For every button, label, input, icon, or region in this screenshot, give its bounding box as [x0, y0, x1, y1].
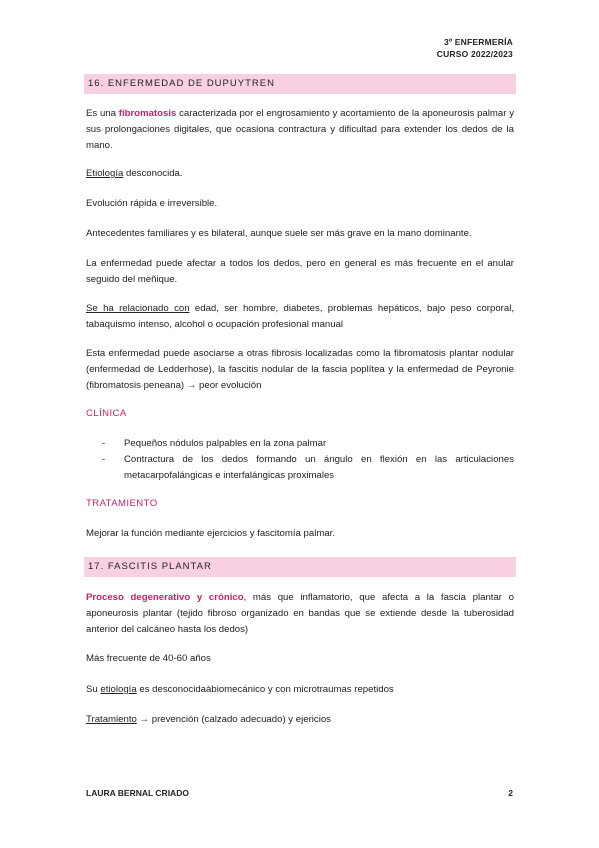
etiologia-17-paragraph: [86, 682, 514, 698]
intro-prefix: Es una: [86, 108, 119, 119]
header-course-period: CURSO 2022/2023: [436, 49, 513, 59]
tratamiento-label: Tratamiento: [86, 714, 137, 725]
tratamiento-heading: TRATAMIENTO: [86, 498, 158, 509]
list-bullet: -: [102, 454, 106, 465]
etiologia-label: etiología: [100, 684, 137, 695]
term-proceso-degenerativo: Proceso degenerativo y crónico: [86, 592, 244, 603]
section-16-title: 16. ENFERMEDAD DE DUPUYTREN: [88, 78, 275, 89]
clinica-item-text: Contractura de los dedos formando un ángulo en flexión en las articulaciones metacarpofalángicas e interfalángicas proximales: [124, 454, 514, 481]
evolucion-paragraph: Evolución rápida e irreversible.: [86, 198, 218, 209]
list-bullet: -: [102, 438, 106, 449]
etiologia-prefix: Su: [86, 684, 101, 695]
dedos-paragraph: La enfermedad puede afectar a todos los dedos, pero en general es más frecuente en el anular seguido del meñique.: [86, 258, 514, 285]
relacion-paragraph: [86, 301, 514, 333]
section-16-intro: [86, 106, 514, 154]
etiologia-text: es desconocidaàbiomecánico y con microtraumas repetidos: [136, 684, 394, 695]
intro-text: , más que inflamatorio, que afecta a la fascia plantar o aponeurosis plantar (tejido fibroso organizado en bandas que se extiende desde la tuberosidad anterior del calcáneo hasta los dedos): [86, 592, 514, 635]
term-fibromatosis: fibromatosis: [118, 108, 177, 119]
relacion-text: edad, ser hombre, diabetes, problemas hepáticos, bajo peso corporal, tabaquismo intenso, alcohol o ocupación profesional manual: [86, 303, 514, 330]
footer-author: LAURA BERNAL CRIADO: [86, 788, 189, 798]
etiologia-text: desconocida.: [123, 168, 183, 179]
section-16-heading-bar: [84, 74, 516, 94]
tratamiento-text: → prevención (calzado adecuado) y ejericios: [136, 714, 331, 725]
etiologia-label: Etiología: [86, 168, 124, 179]
frecuencia-paragraph: Más frecuente de 40-60 años: [86, 653, 211, 664]
clinica-item-text: Pequeños nódulos palpables en la zona palmar: [124, 438, 327, 449]
antecedentes-paragraph: Antecedentes familiares y es bilateral, aunque suele ser más grave en la mano dominante.: [86, 228, 472, 239]
header-course-year: 3º ENFERMERÍA: [444, 37, 513, 47]
intro-text: caracterizada por el engrosamiento y acortamiento de la aponeurosis palmar y sus prolongaciones digitales, que ocasiona contractura y dificultad para extender los dedos de la mano.: [86, 108, 514, 151]
relacion-label: Se ha relacionado con: [86, 303, 190, 314]
section-17-intro: [86, 590, 514, 638]
page-number: 2: [508, 788, 513, 798]
tratamiento-17-paragraph: [86, 712, 514, 728]
etiologia-paragraph: [86, 166, 514, 182]
asociacion-paragraph: Esta enfermedad puede asociarse a otras fibrosis localizadas como la fibromatosis plantar nodular (enfermedad de Ledderhose), la fascitis nodular de la fascia poplítea y la enfermedad de Peyronie (fibromatosis peneana) → peor evolución: [86, 348, 514, 391]
tratamiento-paragraph: Mejorar la función mediante ejercicios y fascitomía palmar.: [86, 528, 336, 539]
section-17-title: 17. FASCITIS PLANTAR: [88, 561, 212, 572]
section-17-heading-bar: [84, 557, 516, 577]
clinica-heading: CLÍNICA: [86, 408, 127, 419]
